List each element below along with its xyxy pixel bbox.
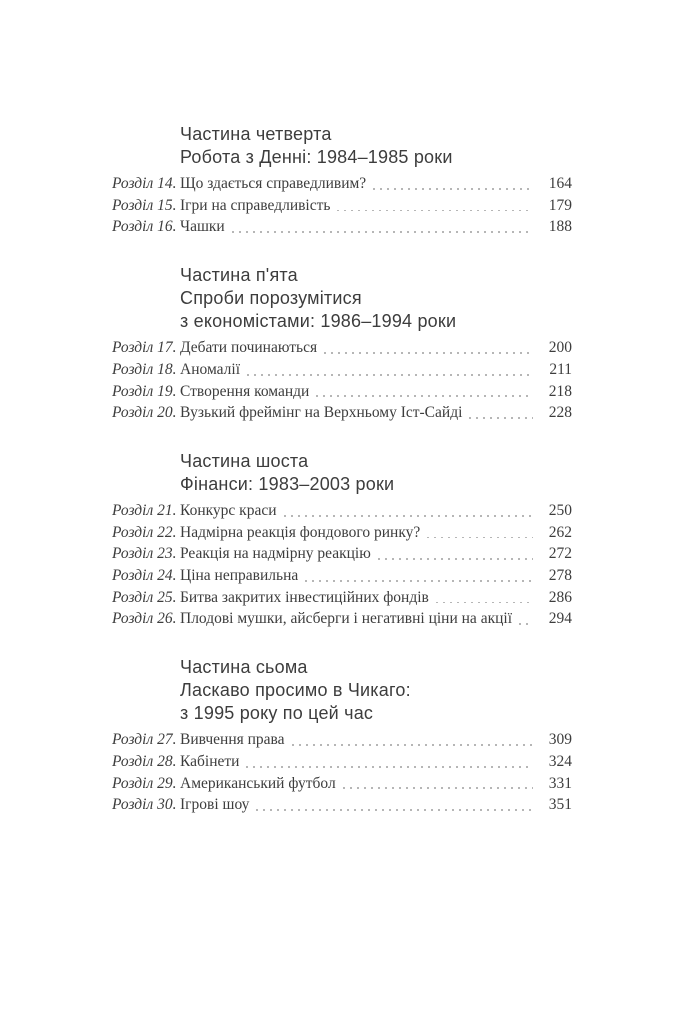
page-number: 228 [548, 404, 572, 422]
dotted-leader [519, 623, 533, 625]
toc-section [112, 264, 572, 424]
page-number: 211 [549, 360, 572, 378]
chapter-label: Розділ 22. [112, 523, 177, 541]
chapter-title: Що здається справедливим? [180, 175, 367, 192]
section-heading [180, 123, 572, 169]
page-number: 218 [548, 382, 572, 400]
section-heading-line: Спроби порозумітися [180, 288, 362, 309]
dotted-leader [246, 766, 533, 768]
dotted-leader [427, 537, 533, 539]
chapter-label: Розділ 30. [112, 796, 177, 814]
toc-entry [112, 173, 572, 195]
chapter-label: Розділ 21. [112, 501, 177, 519]
section-heading-line: Частина четверта [180, 124, 332, 144]
toc-entry [112, 522, 572, 544]
chapter-title: Ціна неправильна [180, 567, 299, 585]
toc-entry [112, 587, 572, 609]
toc-entry [112, 729, 572, 751]
dotted-leader [373, 188, 533, 190]
chapter-label: Розділ 28. [112, 752, 177, 770]
toc-entry [112, 337, 572, 359]
chapter-title: Ігрові шоу [180, 796, 250, 814]
page-number: 262 [548, 523, 572, 541]
chapter-title: Реакція на надмірну реакцію [180, 545, 371, 563]
chapter-label: Розділ 15. [112, 196, 177, 214]
toc-entry [112, 773, 572, 795]
page-number: 278 [548, 567, 572, 585]
dotted-leader [378, 558, 533, 560]
section-heading-line: Частина п'ята [180, 265, 298, 286]
chapter-label: Розділ 26. [112, 610, 177, 628]
section-heading [180, 656, 572, 725]
chapter-title: Кабінети [180, 752, 240, 770]
dotted-leader [316, 395, 533, 397]
chapter-label: Розділ 27. [112, 731, 177, 749]
chapter-label: Розділ 14. [112, 175, 177, 192]
chapter-label: Розділ 29. [112, 774, 177, 792]
page-number: 286 [548, 588, 572, 606]
dotted-leader [305, 580, 533, 582]
section-heading-line: з економістами: 1986–1994 роки [180, 311, 457, 332]
toc-entry [112, 608, 572, 630]
chapter-title: Битва закритих інвестиційних фондів [180, 588, 429, 606]
dotted-leader [247, 374, 533, 376]
page-number: 309 [548, 731, 572, 749]
chapter-title: Створення команди [180, 382, 310, 400]
section-heading [180, 450, 572, 496]
chapter-title: Аномалії [180, 360, 241, 378]
section-heading-line: Частина сьома [180, 657, 308, 678]
chapter-title: Дебати починаються [180, 339, 318, 357]
page-number: 179 [548, 196, 572, 214]
chapter-title: Американський футбол [180, 774, 336, 792]
section-heading-line: Частина шоста [180, 450, 309, 471]
chapter-label: Розділ 25. [112, 588, 177, 606]
toc-entry [112, 543, 572, 565]
chapter-title: Ігри на справедливість [180, 196, 331, 214]
dotted-leader [337, 210, 533, 212]
toc-entry [112, 359, 572, 381]
page-number: 331 [548, 774, 572, 792]
section-heading-line: Фінанси: 1983–2003 роки [180, 473, 395, 494]
chapter-label: Розділ 19. [112, 382, 177, 400]
page-number: 294 [548, 610, 572, 628]
chapter-label: Розділ 18. [112, 360, 177, 378]
page-number: 200 [548, 339, 572, 357]
chapter-title: Чашки [180, 218, 225, 236]
toc-section [112, 656, 572, 816]
dotted-leader [324, 352, 533, 354]
toc-entry [112, 216, 572, 238]
page-number: 164 [548, 175, 572, 192]
section-heading-line: Ласкаво просимо в Чикаго: [180, 680, 411, 701]
toc-entry [112, 381, 572, 403]
dotted-leader [292, 744, 533, 746]
dotted-leader [469, 417, 533, 419]
toc-entry [112, 794, 572, 816]
chapter-title: Вивчення права [180, 731, 285, 749]
chapter-title: Вузький фреймінг на Верхньому Іст-Сайді [180, 404, 463, 422]
dotted-leader [343, 787, 533, 789]
section-heading-line: з 1995 року по цей час [180, 703, 374, 724]
chapter-label: Розділ 24. [112, 567, 177, 585]
section-heading [180, 264, 572, 333]
dotted-leader [436, 602, 533, 604]
dotted-leader [256, 809, 533, 811]
dotted-leader [284, 515, 533, 517]
chapter-label: Розділ 20. [112, 404, 177, 422]
table-of-contents [112, 123, 572, 842]
chapter-title: Конкурс краси [180, 501, 277, 519]
chapter-label: Розділ 17. [112, 339, 177, 357]
page-number: 272 [548, 545, 572, 563]
toc-section [112, 450, 572, 630]
page-number: 188 [548, 218, 572, 236]
page-number: 324 [548, 752, 572, 770]
toc-entry [112, 565, 572, 587]
toc-section [112, 123, 572, 238]
toc-entry [112, 402, 572, 424]
chapter-label: Розділ 23. [112, 545, 177, 563]
chapter-title: Плодові мушки, айсберги і негативні ціни на акції [180, 610, 513, 628]
toc-entry [112, 195, 572, 217]
chapter-title: Надмірна реакція фондового ринку? [180, 523, 421, 541]
toc-entry [112, 751, 572, 773]
toc-entry [112, 500, 572, 522]
chapter-label: Розділ 16. [112, 218, 177, 236]
section-heading-line: Робота з Денні: 1984–1985 роки [180, 147, 453, 167]
page-number: 351 [548, 796, 572, 814]
dotted-leader [232, 231, 533, 233]
page-number: 250 [548, 501, 572, 519]
